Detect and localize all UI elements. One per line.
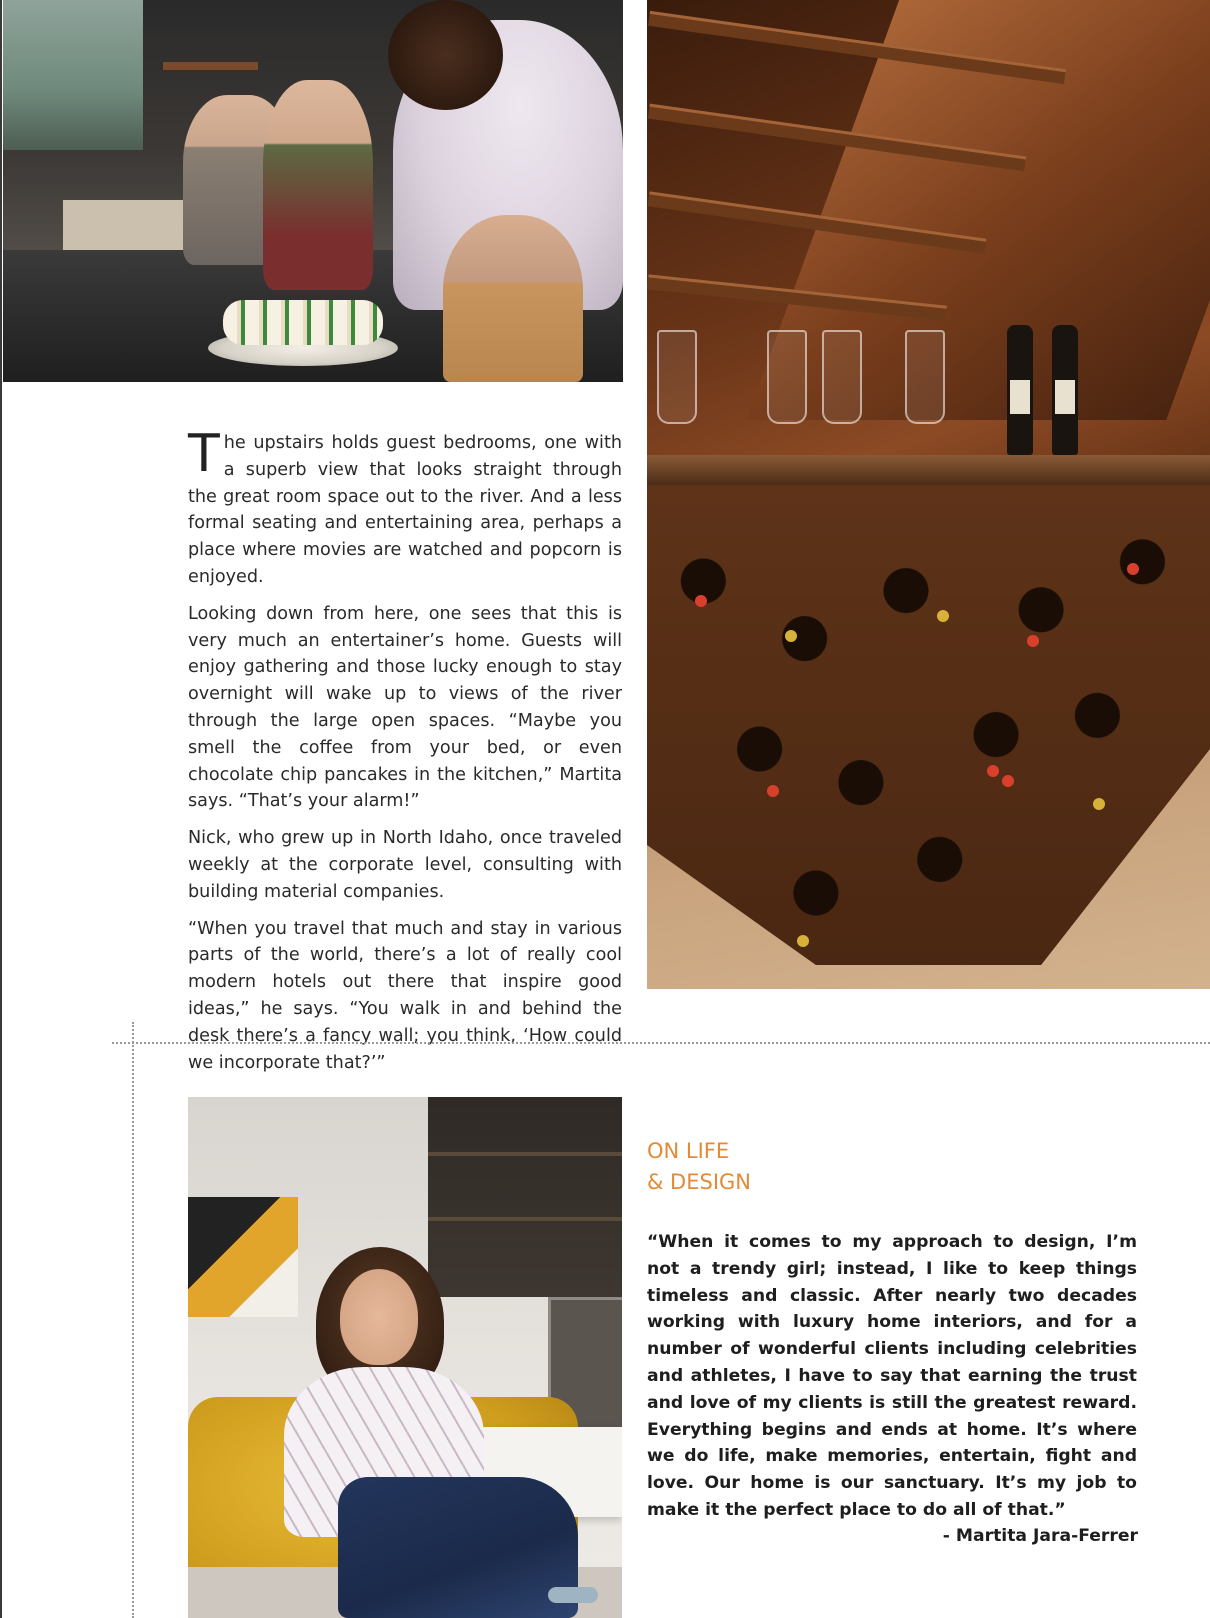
- bottle-cap: [695, 595, 707, 607]
- designer-jeans: [338, 1477, 578, 1618]
- window: [3, 0, 143, 150]
- boy-foreground: [443, 215, 583, 382]
- heading-line: & DESIGN: [647, 1170, 751, 1194]
- article-paragraph: Nick, who grew up in North Idaho, once traveled weekly at the corporate level, consulting with building material companies.: [188, 828, 622, 902]
- bottle-cap: [1002, 775, 1014, 787]
- shelf: [428, 1152, 622, 1156]
- section-divider-horizontal: [112, 1042, 1210, 1044]
- section-divider-vertical: [132, 1022, 134, 1618]
- wine-bottle: [1007, 325, 1033, 455]
- young-boy-vest: [263, 80, 373, 290]
- wine-glass: [905, 330, 945, 424]
- bottle-cap: [987, 765, 999, 777]
- bottle-cap: [785, 630, 797, 642]
- cupcakes: [223, 300, 383, 345]
- bottle-cap: [1127, 563, 1139, 575]
- bottle-cap: [937, 610, 949, 622]
- quote-attribution: - Martita Jara-Ferrer: [942, 1526, 1138, 1546]
- article-paragraph: Looking down from here, one sees that this is very much an entertainer’s home. Guests will enjoy gathering and those lucky enough to stay overnight will wake up to views of the river through the large open spaces. “Maybe you smell the coffee from your bed, or even chocolate chip pancakes in the kitchen,” Martita says. “That’s your alarm!”: [188, 603, 622, 812]
- bottle-cap: [1093, 798, 1105, 810]
- article-paragraph: [188, 424, 622, 591]
- bar-shelves: [428, 1097, 622, 1297]
- wine-bottle: [1052, 325, 1078, 455]
- kitchen-family-photo: [3, 0, 623, 382]
- wine-glass: [767, 330, 807, 424]
- wine-cellar-photo: [647, 0, 1210, 989]
- bottle-cap: [1027, 635, 1039, 647]
- wall-shelf: [163, 62, 258, 70]
- designer-portrait-photo: [188, 1097, 622, 1618]
- wine-glass: [657, 330, 697, 424]
- woman-hair: [388, 0, 503, 110]
- wall-art: [188, 1197, 298, 1317]
- sidebar-heading: [647, 1136, 751, 1198]
- paragraph-text: he upstairs holds guest bedrooms, one with a superb view that looks straight through the great room space out to the river. And a less formal seating and entertaining area, perhaps a place where movies are watched and popcorn is enjoyed.: [188, 433, 622, 587]
- article-body: [188, 424, 622, 1086]
- bottle-cap: [767, 785, 779, 797]
- pull-quote: “When it comes to my approach to design, I’m not a trendy girl; instead, I like to keep things timeless and classic. After nearly two decades working with luxury home interiors, and for a number of wonderful clients including celebrities and athletes, I have to say that earning the trust and love of my clients is still the greatest reward. Everything begins and ends at home. It’s where we do life, make memories, entertain, fight and love. Our home is our sanctuary. It’s my job to make it the perfect place to do all of that.”: [647, 1232, 1137, 1520]
- designer-shoe: [548, 1587, 598, 1603]
- article-paragraph: “When you travel that much and stay in various parts of the world, there’s a lot of really cool modern hotels out there that inspire good ideas,” he says. “You walk in and behind the desk there’s a fancy wall; you think, ‘How could we incorporate that?’”: [188, 918, 622, 1073]
- bottle-cap: [797, 935, 809, 947]
- designer-face: [340, 1269, 418, 1365]
- drop-cap: T: [188, 424, 220, 484]
- page-edge-line: [0, 0, 2, 1618]
- shelf: [428, 1217, 622, 1221]
- bar-counter: [647, 455, 1210, 485]
- wine-glass: [822, 330, 862, 424]
- heading-line: ON LIFE: [647, 1139, 730, 1163]
